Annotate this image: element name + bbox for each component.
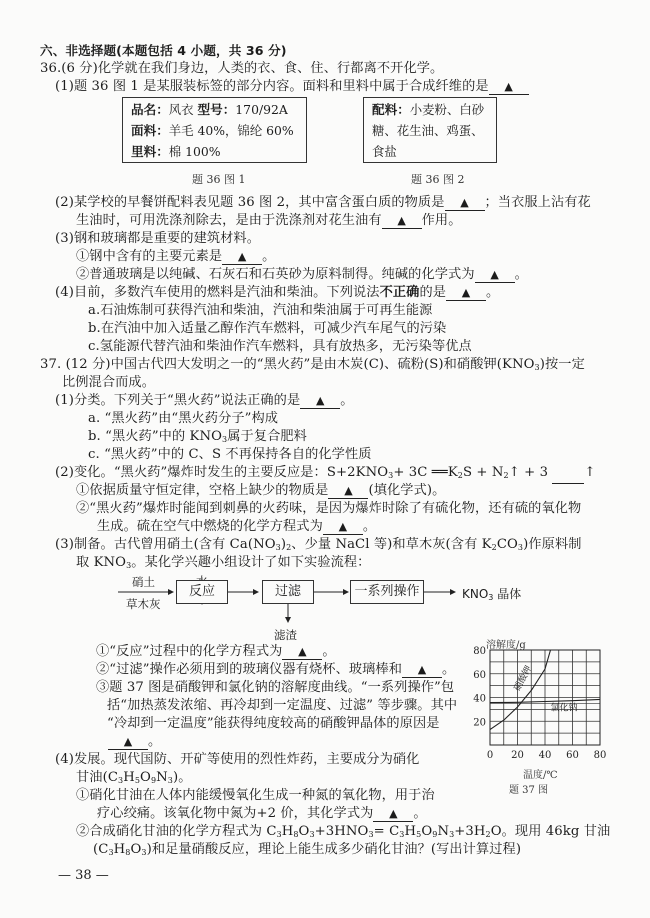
flow-step-filtration: 过滤 — [262, 580, 314, 604]
y-tick-label: 80 — [473, 646, 486, 657]
q36-part3-2: ②普通玻璃是以纯碱、石灰石和石英砂为原料制得。纯碱的化学式为 ▲ 。 — [76, 267, 528, 282]
figure-36-2-ingredients: 配料：小麦粉、白砂 糖、花生油、鸡蛋、 食盐 — [363, 97, 497, 163]
q37-part3: (3)制备。古代曾用硝土(含有 $Ca(NO_3)_2$、少量 NaCl 等)和草木灰(含有 $K_2CO_3$)作原料制 — [55, 537, 582, 552]
q36-part2-cont: 生油时，可用洗涤剂除去，是由于洗涤剂对花生油有 ▲ 作用。 — [76, 213, 462, 228]
answer-blank[interactable]: ▲ — [382, 214, 422, 229]
q36-option-a: a.石油炼制可获得汽油和柴油，汽油和柴油属于可再生能源 — [88, 303, 433, 318]
label-row: 品名：风衣 型号：170/92A — [131, 102, 288, 117]
q37-intro-cont: 比例混合而成。 — [62, 375, 156, 390]
figure-36-1-caption: 题 36 图 1 — [192, 173, 246, 186]
y-tick-label: 40 — [473, 693, 486, 705]
q37-part3-cont: 取 $KNO_3$。某化学兴趣小组设计了如下实验流程： — [76, 555, 371, 570]
q37-part2-1: ①依据质量守恒定律，空格上缺少的物质是 ▲ (填化学式)。 — [76, 483, 446, 498]
answer-blank[interactable]: ▲ — [373, 807, 413, 822]
q37-part3-3: ③题 37 图是硝酸钾和氯化钠的溶解度曲线。“一系列操作”包 — [96, 680, 455, 695]
page-number: — 38 — — [58, 868, 109, 883]
q36-part1-text: (1)题 36 图 1 是某服装标签的部分内容。面料和里料中属于合成纤维的是 — [55, 79, 489, 94]
q37-part4-1: ①硝化甘油在人体内能缓慢氧化生成一种氮的氧化物，用于治 — [76, 788, 435, 803]
q36-option-c: c.氢能源代替汽油和柴油作汽车燃料，具有放热多，无污染等优点 — [88, 339, 472, 354]
flow-step-reaction: 反应 — [176, 580, 228, 604]
label-row: 面料：羊毛 40%，锦纶 60% — [131, 123, 294, 138]
q37-part4-1-cont: 疗心绞痛。该氧化物中氮为+2 价，其化学式为 ▲ 。 — [97, 806, 427, 821]
q36-part2: (2)某学校的早餐饼配料表见题 36 图 2，其中富含蛋白质的物质是 ▲ ；当衣服上沾有花 — [55, 195, 591, 210]
q37-part4-2-cont: $(C_3H_8O_3)$和足量硝酸反应，理论上能生成多少硝化甘油？(写出计算过程) — [93, 842, 522, 857]
q37-option-a: a. “黑火药”由“黑火药分子”构成 — [88, 411, 279, 426]
q37-option-b: b. “黑火药”中的 $KNO_3$属于复合肥料 — [88, 429, 307, 444]
x-tick-label: 40 — [538, 750, 552, 761]
flow-product: $KNO_3$ 晶体 — [462, 587, 522, 602]
flow-input-plant-ash: 草木灰 — [126, 597, 161, 611]
q36-intro: 36.(6 分)化学就在我们身边，人类的衣、食、住、行都离不开化学。 — [40, 61, 444, 76]
answer-blank[interactable]: ▲ — [475, 268, 515, 283]
q37-part3-3-line3: “冷却到一定温度”能获得纯度较高的硝酸钾晶体的原因是 — [107, 716, 440, 731]
section-title: 六、非选择题(本题包括 4 小题，共 36 分) — [40, 43, 287, 58]
answer-blank[interactable]: ▲ — [222, 250, 262, 265]
q37-part3-3-line2: 括“加热蒸发浓缩、再冷却到一定温度、过滤” 等步骤。其中 — [107, 698, 458, 713]
answer-blank[interactable]: ▲ — [402, 663, 442, 678]
flow-step-operations: 一系列操作 — [350, 580, 424, 604]
answer-blank[interactable]: ▲ — [300, 394, 340, 409]
x-tick-label: 20 — [511, 750, 524, 761]
answer-blank[interactable]: ▲ — [323, 520, 363, 535]
emphasis-not-correct: 不正确 — [379, 285, 420, 300]
x-tick-label: 60 — [566, 750, 579, 761]
answer-blank[interactable]: ▲ — [446, 286, 486, 301]
answer-blank[interactable]: ▲ — [328, 484, 368, 499]
q37-part4: (4)发展。现代国防、开矿等使用的烈性炸药，主要成分为硝化 — [55, 752, 420, 767]
q37-part3-2: ②“过滤”操作必须用到的玻璃仪器有烧杯、玻璃棒和 ▲ 。 — [96, 662, 456, 677]
flow-input-niter-soil: 硝土 — [132, 575, 155, 589]
y-tick-label: 60 — [473, 669, 486, 681]
q37-part4-formula: 甘油$(C_3H_5O_9N_3)$。 — [76, 770, 192, 785]
flow-residue: 滤渣 — [274, 628, 297, 642]
answer-blank[interactable]: ▲ — [489, 80, 529, 95]
q37-option-c: c. “黑火药”中的 C、S 不再保持各自的化学性质 — [88, 447, 372, 462]
chart-xlabel: 温度/℃ — [523, 770, 558, 781]
x-tick-label: 0 — [486, 750, 494, 761]
chart-caption: 题 37 图 — [509, 785, 549, 796]
q37-part2-2-cont: 生成。硫在空气中燃烧的化学方程式为 ▲ 。 — [97, 519, 377, 534]
q37-part2-2: ②“黑火药”爆炸时能闻到刺鼻的火药味，是因为爆炸时除了有硫化物，还有硫的氧化物 — [76, 501, 582, 516]
series-label-nacl: 氯化钠 — [550, 703, 578, 714]
figure-36-2-caption: 题 36 图 2 — [411, 173, 465, 186]
q36-part3-1: ①钢中含有的主要元素是 ▲ 。 — [76, 249, 276, 264]
chart-ylabel: 溶解度/g — [486, 640, 526, 651]
y-tick-label: 20 — [473, 717, 486, 729]
series-label-kno3: 硝酸钾 — [512, 664, 535, 693]
q37-part2-equation: (2)变化。“黑火药”爆炸时发生的主要反应是：$S+2KNO_3+ 3C$ $══K_2S$ + $N_2↑ + 3$ ↑ — [55, 465, 596, 484]
answer-blank[interactable]: ▲ — [445, 196, 485, 211]
q36-part4: (4)目前，多数汽车使用的燃料是汽油和柴油。下列说法不正确的是 ▲ 。 — [55, 285, 500, 300]
q37-intro: 37. (12 分)中国古代四大发明之一的“黑火药”是由木炭(C)、硫粉(S)和硝酸钾$(KNO_3)$按一定 — [40, 357, 585, 372]
q36-part3: (3)钢和玻璃都是重要的建筑材料。 — [55, 231, 261, 246]
answer-blank[interactable]: ▲ — [108, 735, 148, 750]
q37-part4-2: ②合成硝化甘油的化学方程式为 $C_3H_8O_3+3HNO_3= C_3H_5O_9N_3+3H_2O$。现用 46kg 甘油 — [76, 824, 611, 839]
q36-option-b: b.在汽油中加入适量乙醇作汽车燃料，可减少汽车尾气的污染 — [88, 321, 447, 336]
answer-blank[interactable]: ▲ — [282, 645, 322, 660]
label-row: 里料：棉 100% — [131, 144, 221, 159]
x-tick-label: 80 — [593, 750, 607, 761]
q37-part3-3-answer: ▲ 。 — [108, 734, 161, 750]
q37-part3-1: ①“反应”过程中的化学方程式为 ▲ 。 — [96, 644, 336, 659]
q37-part1: (1)分类。下列关于“黑火药”说法正确的是 ▲ 。 — [55, 393, 354, 408]
